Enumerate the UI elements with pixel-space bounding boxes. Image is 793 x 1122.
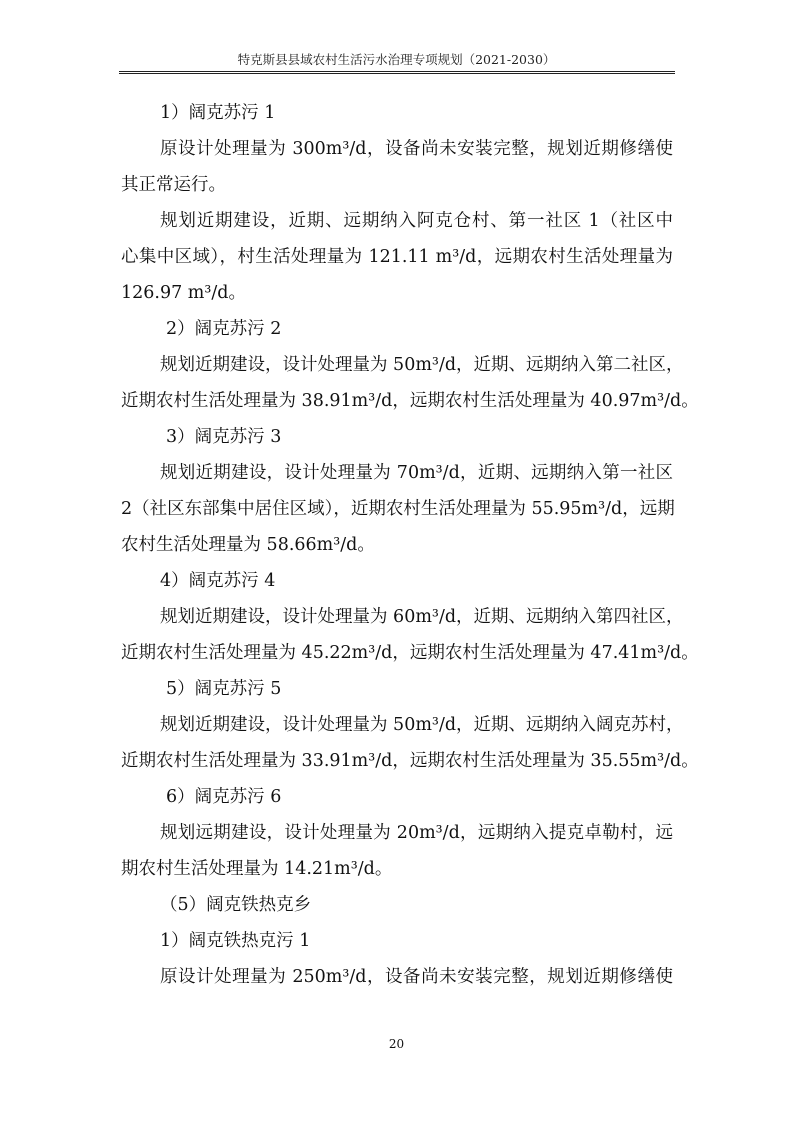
paragraph-line: 农村生活处理量为 58.66m³/d。 [121,535,375,555]
paragraph-line: 规划近期建设，设计处理量为 70m³/d，近期、远期纳入第一社区 [160,463,673,483]
paragraph-line: 近期农村生活处理量为 38.91m³/d，远期农村生活处理量为 40.97m³/d。 [121,391,699,411]
paragraph-line: 规划远期建设，设计处理量为 20m³/d，远期纳入提克卓勒村，远 [160,823,673,843]
header-rule [119,71,675,72]
paragraph-line: 原设计处理量为 300m³/d，设备尚未安装完整，规划近期修缮使 [160,139,673,159]
paragraph-line: 2（社区东部集中居住区域），近期农村生活处理量为 55.95m³/d，远期 [121,499,675,519]
item-heading-kukesu-4: 4）阔克苏污 4 [160,571,276,591]
paragraph-line: 其正常运行。 [121,175,226,195]
page-number: 20 [388,1037,405,1051]
paragraph-line: 规划近期建设，设计处理量为 50m³/d，近期、远期纳入阔克苏村， [160,715,684,735]
item-heading-kukesu-1: 1）阔克苏污 1 [160,103,276,123]
paragraph-line: 心集中区域），村生活处理量为 121.11 m³/d，远期农村生活处理量为 [121,247,673,267]
paragraph-line: 规划近期建设，设计处理量为 50m³/d，近期、远期纳入第二社区， [160,355,684,375]
paragraph-line: 近期农村生活处理量为 45.22m³/d，远期农村生活处理量为 47.41m³/d。 [121,643,699,663]
paragraph-line: 期农村生活处理量为 14.21m³/d。 [121,859,393,879]
item-heading-kukesu-2: 2）阔克苏污 2 [166,319,282,339]
paragraph-line: 126.97 m³/d。 [121,283,247,303]
paragraph-line: 规划近期建设，设计处理量为 60m³/d，近期、远期纳入第四社区， [160,607,684,627]
item-heading-kuketierek-1: 1）阔克铁热克污 1 [160,931,311,951]
header-rule [119,73,675,74]
item-heading-kukesu-6: 6）阔克苏污 6 [166,787,282,807]
paragraph-line: 近期农村生活处理量为 33.91m³/d，远期农村生活处理量为 35.55m³/d。 [121,751,699,771]
item-heading-kukesu-5: 5）阔克苏污 5 [166,679,282,699]
section-heading-township: （5）阔克铁热克乡 [160,895,312,915]
paragraph-line: 规划近期建设，近期、远期纳入阿克仓村、第一社区 1（社区中 [160,211,673,231]
running-header: 特克斯县县域农村生活污水治理专项规划（2021-2030） [237,52,556,67]
item-heading-kukesu-3: 3）阔克苏污 3 [166,427,282,447]
paragraph-line: 原设计处理量为 250m³/d，设备尚未安装完整，规划近期修缮使 [160,967,673,987]
